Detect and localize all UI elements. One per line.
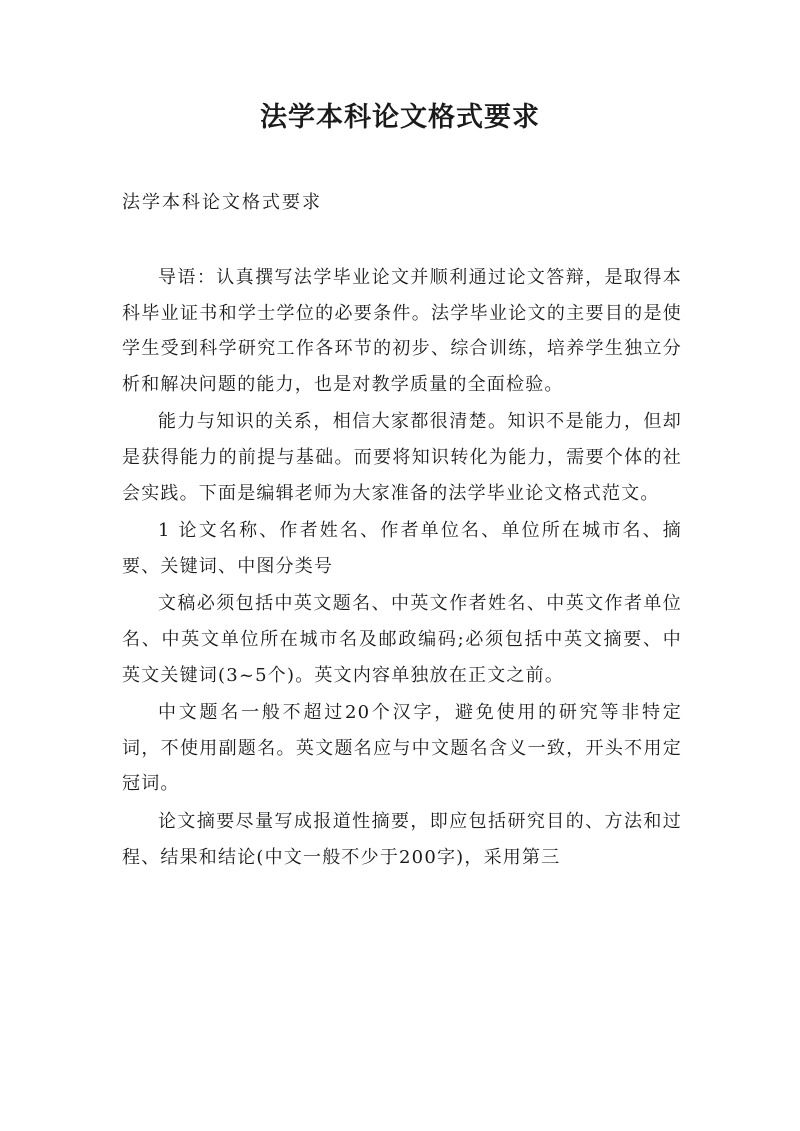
document-body xyxy=(122,260,682,875)
paragraph-intro: 导语：认真撰写法学毕业论文并顺利通过论文答辩，是取得本科毕业证书和学士学位的必要条件。法学毕业论文的主要目的是使学生受到科学研究工作各环节的初步、综合训练，培养学生独立分析和解决问题的能力，也是对教学质量的全面检验。 xyxy=(122,267,682,395)
paragraph-abstract-rules: 论文摘要尽量写成报道性摘要，即应包括研究目的、方法和过程、结果和结论(中文一般不少于200字)，采用第三 xyxy=(122,810,682,868)
paragraph-ability-knowledge: 能力与知识的关系，相信大家都很清楚。知识不是能力，但却是获得能力的前提与基础。而要将知识转化为能力，需要个体的社会实践。下面是编辑老师为大家准备的法学毕业论文格式范文。 xyxy=(122,411,682,504)
paragraph-section-heading: 1 论文名称、作者姓名、作者单位名、单位所在城市名、摘要、关键词、中图分类号 xyxy=(122,520,682,577)
document-subtitle: 法学本科论文格式要求 xyxy=(122,192,322,213)
paragraph-title-rules: 中文题名一般不超过20个汉字，避免使用的研究等非特定词，不使用副题名。英文题名应与中文题名含义一致，开头不用定冠词。 xyxy=(122,702,682,795)
paragraph-manuscript-requirements: 文稿必须包括中英文题名、中英文作者姓名、中英文作者单位名、中英文单位所在城市名及邮政编码;必须包括中英文摘要、中英文关键词(3~5个)。英文内容单独放在正文之前。 xyxy=(122,593,682,686)
page-title: 法学本科论文格式要求 xyxy=(260,102,540,133)
